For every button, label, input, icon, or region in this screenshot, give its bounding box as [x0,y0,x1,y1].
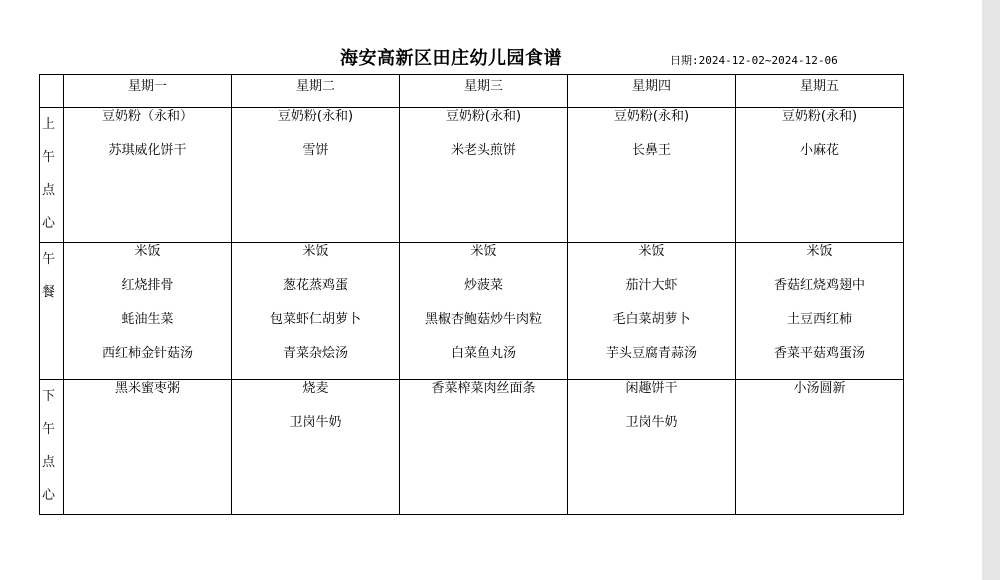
menu-item: 青菜杂烩汤 [282,346,348,361]
menu-item: 闲趣饼干 [625,381,678,396]
meal-label-morning: 上 午 点 心 [40,108,64,243]
menu-item: 卫岗牛奶 [289,415,342,430]
menu-cell [736,380,904,515]
menu-item: 米饭 [302,244,329,259]
menu-item: 葱花蒸鸡蛋 [282,278,348,293]
menu-cell [400,108,568,243]
menu-item: 白菜鱼丸汤 [450,346,516,361]
day-header: 星期四 [568,75,736,108]
menu-cell [568,243,736,380]
menu-item: 苏琪威化饼干 [108,143,187,158]
menu-cell [232,380,400,515]
menu-table [39,74,904,515]
menu-item: 米老头煎饼 [450,143,516,158]
menu-item: 土豆西红柿 [786,312,852,327]
afternoon-snack-row [40,380,904,515]
menu-item: 豆奶粉(永和) [445,109,522,124]
menu-item: 黑米蜜枣粥 [114,381,180,396]
menu-item: 豆奶粉(永和) [277,109,354,124]
morning-snack-row [40,108,904,243]
date-range [670,52,838,68]
day-header: 星期五 [736,75,904,108]
day-header: 星期一 [64,75,232,108]
menu-item: 烧麦 [302,381,329,396]
menu-cell [232,108,400,243]
menu-cell [64,243,232,380]
menu-cell [400,243,568,380]
menu-item: 包菜虾仁胡萝卜 [269,312,361,327]
menu-item: 香菇红烧鸡翅中 [773,278,865,293]
menu-cell [64,108,232,243]
menu-item: 豆奶粉（永和） [101,109,193,124]
menu-cell [400,380,568,515]
menu-cell [64,380,232,515]
day-header: 星期三 [400,75,568,108]
menu-cell [736,243,904,380]
menu-item: 米饭 [470,244,497,259]
menu-item: 西红柿金针菇汤 [101,346,193,361]
menu-cell [568,380,736,515]
menu-cell [232,243,400,380]
menu-item: 茄汁大虾 [625,278,678,293]
menu-item: 香菜榨菜肉丝面条 [431,381,536,396]
corner-cell [40,75,64,108]
day-header: 星期二 [232,75,400,108]
menu-item: 豆奶粉(永和) [781,109,858,124]
vertical-scrollbar[interactable] [982,0,1000,580]
menu-item: 长鼻王 [631,143,671,158]
meal-label-lunch: 午 餐 [40,243,64,380]
date-label: 日期: [670,54,699,67]
menu-cell [736,108,904,243]
menu-item: 雪饼 [302,143,329,158]
menu-item: 米饭 [638,244,665,259]
menu-item: 香菜平菇鸡蛋汤 [773,346,865,361]
menu-item: 芋头豆腐青蒜汤 [605,346,697,361]
menu-item: 小汤圆新 [793,381,846,396]
menu-item: 黑椒杏鲍菇炒牛肉粒 [424,312,542,327]
date-value: 2024-12-02~2024-12-06 [698,54,838,67]
menu-item: 蚝油生菜 [121,312,174,327]
menu-cell [568,108,736,243]
menu-item: 米饭 [134,244,161,259]
menu-item: 豆奶粉(永和) [613,109,690,124]
header-row [40,75,904,108]
menu-item: 小麻花 [799,143,839,158]
menu-item: 毛白菜胡萝卜 [612,312,691,327]
menu-item: 米饭 [806,244,833,259]
page-title: 海安高新区田庄幼儿园食谱 [340,48,562,69]
menu-item: 卫岗牛奶 [625,415,678,430]
lunch-row [40,243,904,380]
meal-label-afternoon: 下 午 点 心 [40,380,64,515]
menu-item: 红烧排骨 [121,278,174,293]
menu-item: 炒菠菜 [463,278,503,293]
